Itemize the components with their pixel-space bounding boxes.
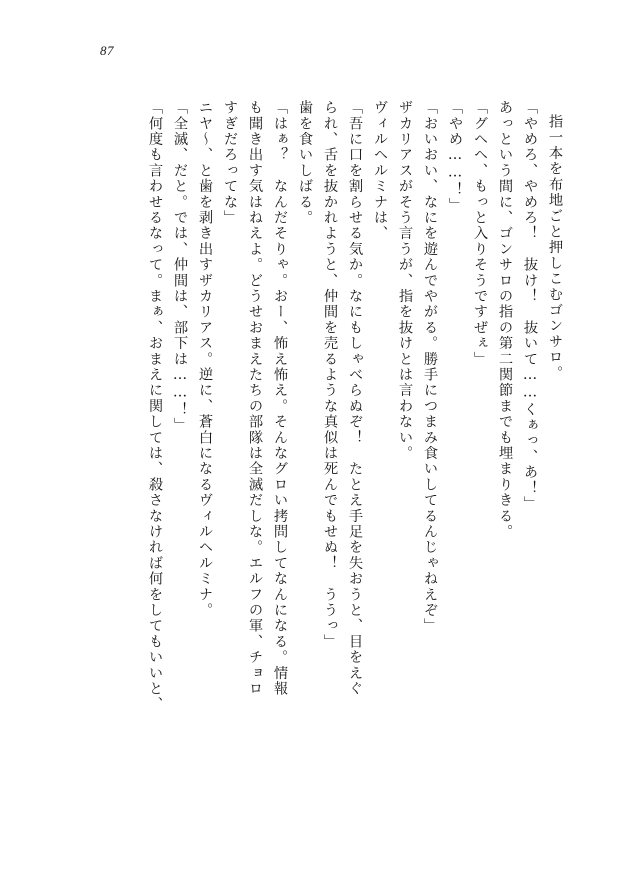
vertical-text-block <box>62 100 562 830</box>
text-column: すぎだろってな」 <box>222 100 238 226</box>
text-column: ニヤ～、と歯を剥き出すザカリアス。逆に、蒼白になるヴィルヘルミナ。 <box>197 100 213 619</box>
text-column: 「吾に口を割らせる気か。なにもしゃべらぬぞ！ たとえ手足を失おうと、目をえぐ <box>347 100 363 697</box>
text-column: 「やめ……！」 <box>447 100 463 214</box>
text-column: 「やめろ、やめろ！ 抜け！ 抜いて……くぁっ、あ！」 <box>522 100 538 512</box>
text-column: 「グヘヘ、もっと入りそうですぜぇ」 <box>472 100 488 367</box>
text-column: ヴィルヘルミナは、 <box>372 100 388 242</box>
text-column: 「おいおい、なにを遊んでやがる。勝手につまみ食いしてるんじゃねえぞ」 <box>422 100 438 634</box>
text-column: られ、舌を抜かれようと、仲間を売るような真似は死んでもせぬ！ ううっ」 <box>322 100 338 650</box>
text-column: 「何度も言わせるなって。まぁ、おまえに関しては、殺さなければ何をしてもいいと、 <box>147 100 163 713</box>
text-column: 「全滅、だと。では、仲間は、部下は……！」 <box>172 100 188 434</box>
text-column: 「はぁ？ なんだそりゃ。おー、怖え怖え。そんなグロい拷問してなんになる。情報 <box>272 100 288 697</box>
text-column: ザカリアスがそう言うが、指を抜けとは言わない。 <box>397 100 413 462</box>
text-column: あっという間に、ゴンサロの指の第二関節までも埋まりきる。 <box>497 100 513 540</box>
text-column: 歯を食いしばる。 <box>297 100 313 226</box>
text-column: 指一本を布地ごと押しこむゴンサロ。 <box>547 114 563 381</box>
text-column: も聞き出す気はねえよ。どうせおまえたちの部隊は全滅だしな。エルフの軍、チョロ <box>247 100 263 697</box>
page-number: 87 <box>100 43 114 58</box>
